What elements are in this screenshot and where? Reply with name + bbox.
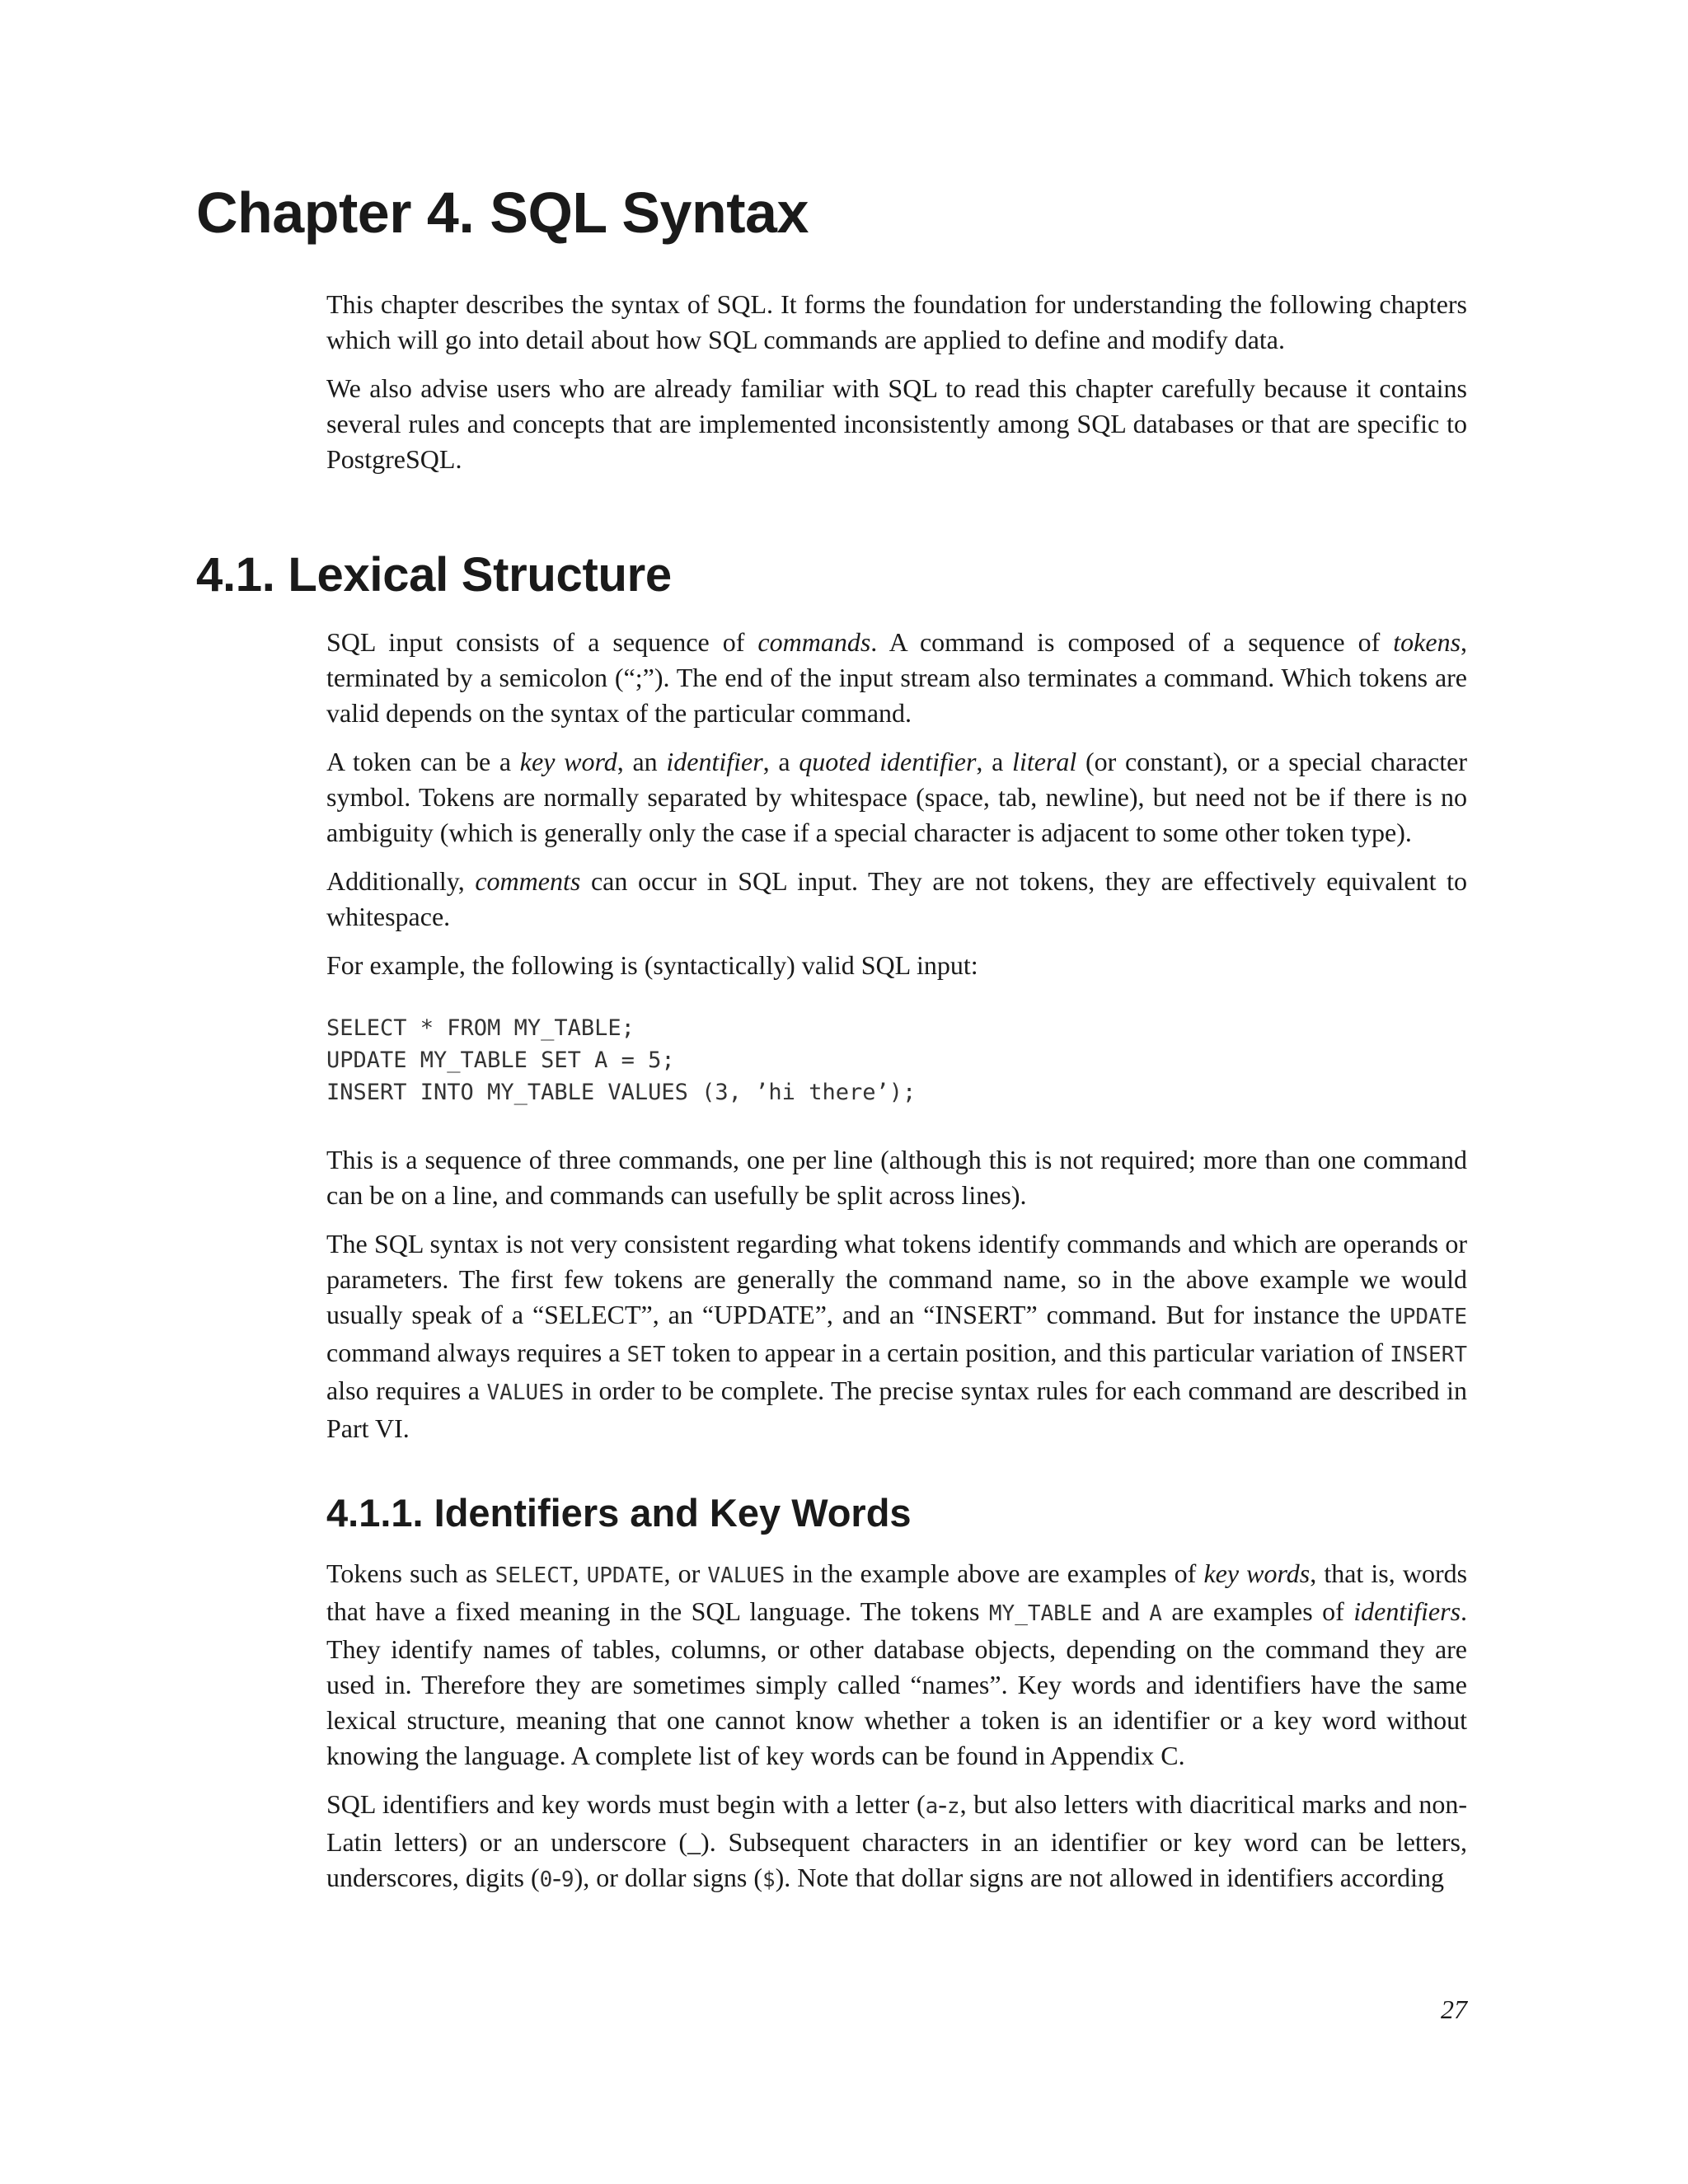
text-run: , a bbox=[976, 747, 1013, 776]
text-run: , bbox=[572, 1558, 587, 1588]
chapter-title: Chapter 4. SQL Syntax bbox=[196, 180, 809, 245]
section-paragraph-4: For example, the following is (syntactically) valid SQL input: bbox=[326, 950, 978, 980]
section-paragraph-1 bbox=[326, 625, 1467, 731]
text-run: _ bbox=[687, 1827, 701, 1857]
inline-code: $ bbox=[762, 1868, 776, 1892]
term-quoted-identifier: quoted identifier bbox=[799, 747, 977, 776]
text-run: in the example above are examples of bbox=[785, 1558, 1204, 1588]
text-run: can occur in SQL input. They are not tokens, they are effectively equivalent to whitespace. bbox=[326, 866, 1468, 931]
text-run: SQL identifiers and key words must begin with a letter ( bbox=[326, 1789, 926, 1819]
inline-code: UPDATE bbox=[1390, 1305, 1467, 1329]
term-key-word: key word bbox=[519, 747, 617, 776]
text-run: , an bbox=[617, 747, 667, 776]
inline-code: 9 bbox=[560, 1868, 574, 1892]
inline-code: VALUES bbox=[707, 1563, 785, 1588]
inline-code: A bbox=[1149, 1601, 1162, 1626]
inline-code: a bbox=[925, 1794, 939, 1819]
term-key-words: key words bbox=[1203, 1558, 1311, 1588]
subsection-paragraph-2 bbox=[326, 1787, 1467, 1898]
term-comments: comments bbox=[475, 866, 581, 896]
subsection-paragraph-1 bbox=[326, 1556, 1467, 1774]
text-run: - bbox=[552, 1863, 561, 1892]
term-literal: literal bbox=[1012, 747, 1077, 776]
intro-paragraph-1: This chapter describes the syntax of SQL. It forms the foundation for understanding the following chapters which will go into detail about how SQL commands are applied to define and modify data. bbox=[326, 289, 1467, 354]
text-run: Tokens such as bbox=[326, 1558, 495, 1588]
inline-code: INSERT bbox=[1390, 1343, 1468, 1367]
text-run: . They identify names of tables, columns, or other database objects, depending on the command they are used in. Therefore they are sometimes simply called “names”. Key words and identifiers have the same lexical structure, meaning that one cannot know whether a token is an identifier or a key word without knowing the language. A complete list of key words can be found in Appendix C. bbox=[326, 1596, 1468, 1770]
text-run: , that is, words that have a fixed meaning in the SQL language. The tokens bbox=[326, 1558, 1468, 1626]
text-run: SQL input consists of a sequence of bbox=[326, 627, 758, 657]
section-paragraph-2 bbox=[326, 744, 1467, 851]
section-paragraph-3 bbox=[326, 864, 1467, 935]
section-paragraph-6 bbox=[326, 1226, 1467, 1446]
text-run: , or bbox=[663, 1558, 708, 1588]
text-run: ), or dollar signs ( bbox=[574, 1863, 762, 1892]
section-body bbox=[326, 625, 1467, 983]
inline-code: VALUES bbox=[486, 1380, 565, 1405]
term-commands: commands bbox=[757, 627, 871, 657]
text-run: also requires a bbox=[326, 1376, 487, 1405]
text-run: and bbox=[1092, 1596, 1150, 1626]
text-run: ). Subsequent characters in an identifier or key word can be letters, underscores, digits ( bbox=[326, 1827, 1468, 1892]
inline-code: SET bbox=[626, 1343, 666, 1367]
term-tokens: tokens bbox=[1393, 627, 1461, 657]
text-run: in order to be complete. The precise syntax rules for each command are described in Part VI. bbox=[326, 1376, 1468, 1443]
inline-code: MY_TABLE bbox=[988, 1601, 1093, 1626]
section-paragraph-5: This is a sequence of three commands, one per line (although this is not required; more than one command can be on a line, and commands can usefully be split across lines). bbox=[326, 1145, 1467, 1210]
text-run: . A command is composed of a sequence of bbox=[870, 627, 1394, 657]
inline-code: UPDATE bbox=[586, 1563, 664, 1588]
text-run: - bbox=[938, 1789, 947, 1819]
term-identifier: identifier bbox=[666, 747, 763, 776]
subsection-body bbox=[326, 1556, 1467, 1898]
text-run: (or constant), or a special character symbol. Tokens are normally separated by whitespace (space, tab, newline), but need not be if there is no ambiguity (which is generally only the case if a special character is adjacent to some other token type). bbox=[326, 747, 1468, 847]
term-identifiers: identifiers bbox=[1353, 1596, 1461, 1626]
intro-paragraph-2: We also advise users who are already familiar with SQL to read this chapter carefully because it contains several rules and concepts that are implemented inconsistently among SQL databases or that are specific to PostgreSQL. bbox=[326, 373, 1467, 474]
chapter-intro bbox=[326, 287, 1467, 477]
text-run: The SQL syntax is not very consistent regarding what tokens identify commands and which are operands or parameters. The first few tokens are generally the command name, so in the above example we would usually speak of a “SELECT”, an “UPDATE”, and an “INSERT” command. But for instance the bbox=[326, 1229, 1467, 1329]
section-title: 4.1. Lexical Structure bbox=[196, 548, 672, 602]
section-body-continued bbox=[326, 1142, 1467, 1446]
text-run: command always requires a bbox=[326, 1338, 627, 1367]
text-run: Additionally, bbox=[326, 866, 476, 896]
text-run: A token can be a bbox=[326, 747, 520, 776]
text-run: , a bbox=[762, 747, 799, 776]
text-run: , terminated by a semicolon (“;”). The end of the input stream also terminates a command. Which tokens are valid depends on the syntax of the particular command. bbox=[326, 627, 1468, 728]
inline-code: SELECT bbox=[495, 1563, 573, 1588]
inline-code: 0 bbox=[539, 1868, 553, 1892]
subsection-title: 4.1.1. Identifiers and Key Words bbox=[326, 1491, 912, 1535]
text-run: token to appear in a certain position, and this particular variation of bbox=[665, 1338, 1390, 1367]
page-number: 27 bbox=[1441, 1994, 1467, 2024]
text-run: ). Note that dollar signs are not allowed in identifiers according bbox=[775, 1863, 1444, 1892]
text-run: , but also letters with diacritical marks and non-Latin letters) or an underscore ( bbox=[326, 1789, 1468, 1857]
inline-code: z bbox=[946, 1794, 960, 1819]
text-run: are examples of bbox=[1161, 1596, 1354, 1626]
sql-code-example: SELECT * FROM MY_TABLE; UPDATE MY_TABLE SET A = 5; INSERT INTO MY_TABLE VALUES (3, ’hi there’); bbox=[326, 1015, 917, 1105]
